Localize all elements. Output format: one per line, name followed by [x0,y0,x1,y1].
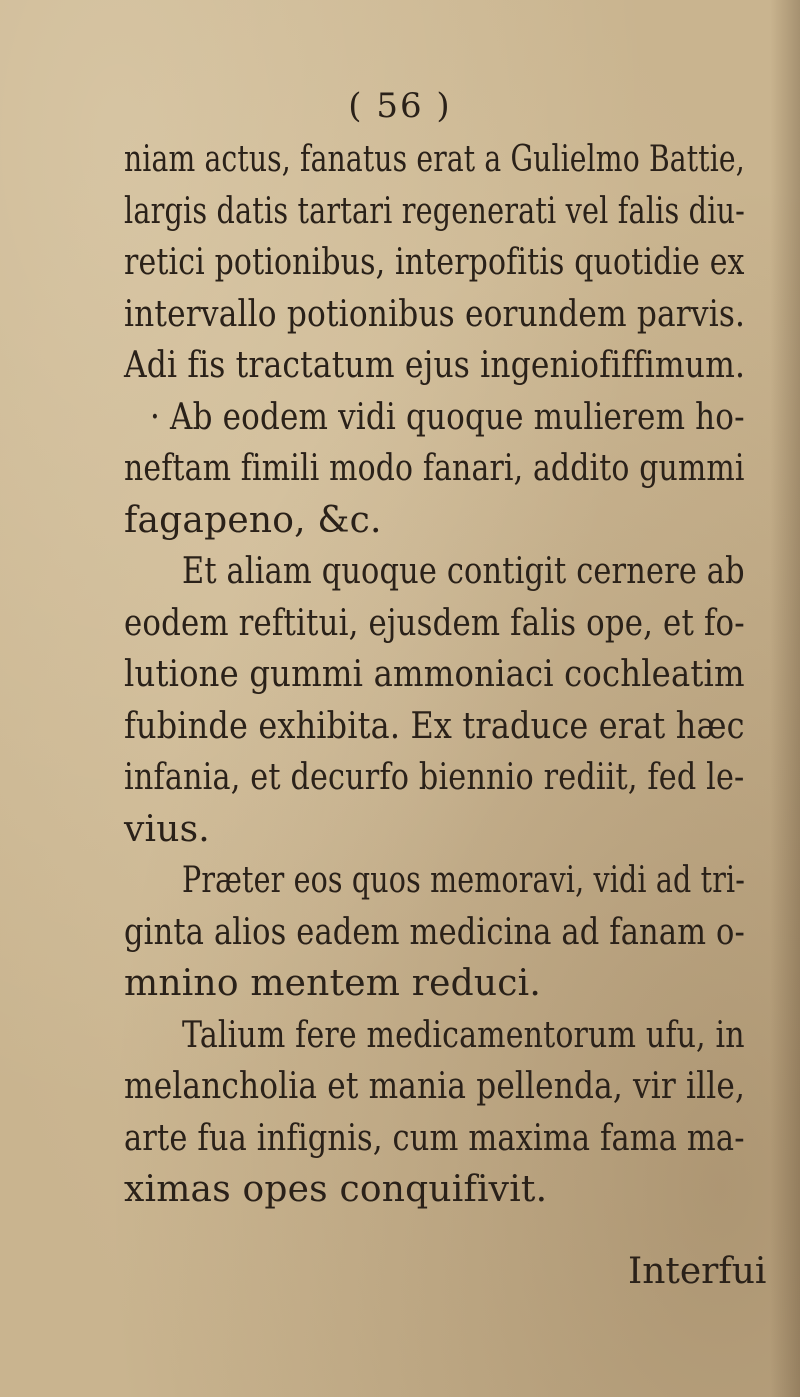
text-line-8: fagapeno, &c. [124,499,382,541]
text-line-10: eodem reftitui, ejusdem falis ope, et fo- [124,602,745,644]
text-line-1: niam actus, fanatus erat a Gulielmo Battie, [124,139,745,180]
text-line-20: arte fua infignis, cum maxima fama ma- [124,1117,745,1159]
text-line-16: ginta alios eadem medicina ad fanam o- [124,911,746,953]
text-line-13: infania, et decurfo biennio rediit, fed le- [124,757,745,798]
page-number: ( 56 ) [348,86,452,126]
catchword: Interfui [628,1250,767,1292]
page-edge-shadow [770,0,800,1397]
text-line-5: Adi fis tractatum ejus ingeniofiffimum. [124,345,746,386]
text-line-12: fubinde exhibita. Ex traduce erat hæc [124,705,745,747]
text-line-15: Præter eos quos memoravi, vidi ad tri- [182,860,746,901]
text-line-17: mnino mentem reduci. [124,963,541,1004]
text-line-2: largis datis tartari regenerati vel falis diu- [124,190,746,232]
text-line-21: ximas opes conquifivit. [124,1169,548,1210]
text-line-4: intervallo potionibus eorundem parvis. [124,293,746,335]
text-line-11: lutione gummi ammoniaci cochleatim [124,654,745,695]
text-line-19: melancholia et mania pellenda, vir ille, [124,1066,746,1107]
text-line-6: · Ab eodem vidi quoque mulierem ho- [150,396,745,438]
text-line-7: neftam fimili modo fanari, addito gummi [124,448,745,489]
text-line-18: Talium fere medicamentorum ufu, in [182,1014,745,1056]
text-line-3: retici potionibus, interpofitis quotidie ex [124,242,745,283]
text-line-9: Et aliam quoque contigit cernere ab [182,551,745,592]
text-line-14: vius. [124,808,210,850]
